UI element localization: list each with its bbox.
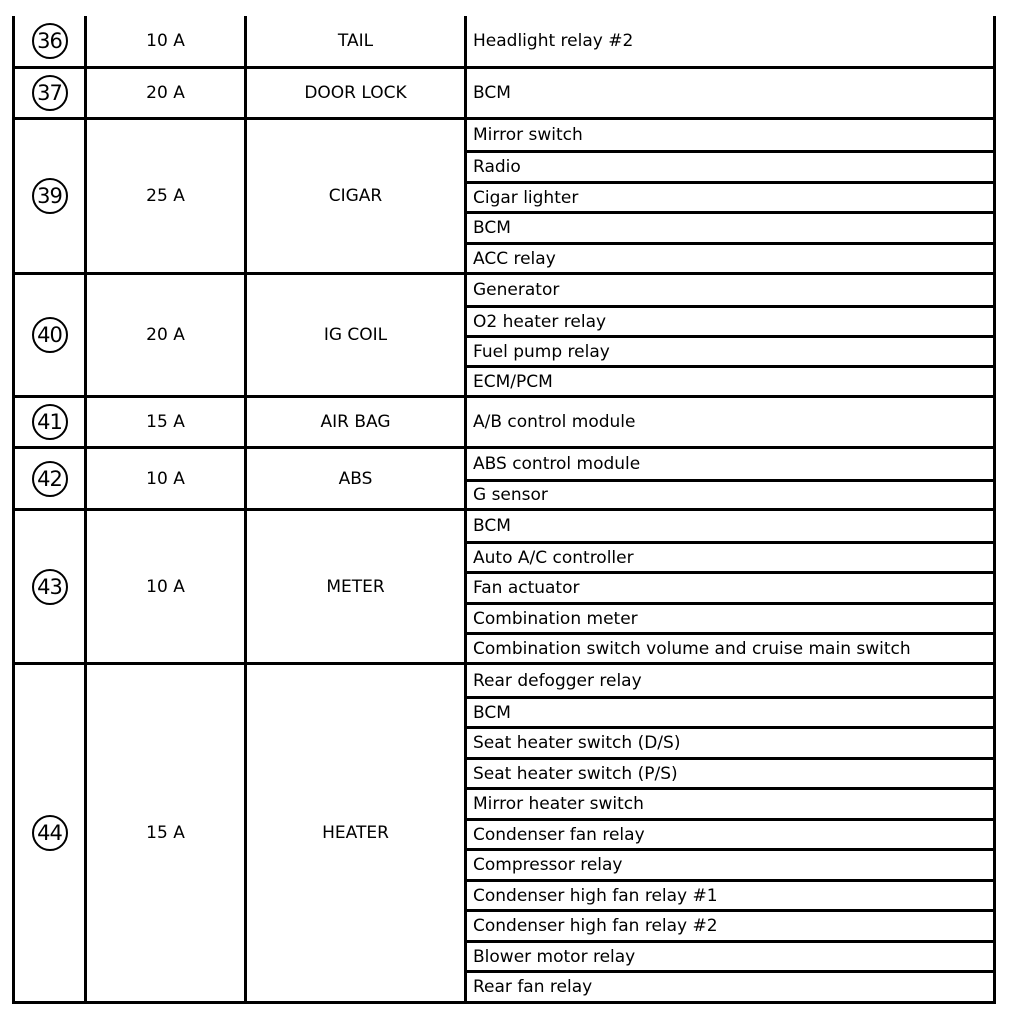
consumer-item: Mirror switch — [473, 125, 583, 145]
consumer-item: G sensor — [467, 479, 993, 508]
consumer-item: Condenser high fan relay #1 — [467, 879, 993, 909]
fuse-name: TAIL — [247, 16, 467, 66]
fuse-name: AIR BAG — [247, 398, 467, 446]
consumer-item: Condenser fan relay — [467, 818, 993, 848]
consumer-item: Combination switch volume and cruise main switch — [467, 632, 993, 662]
fuse-name: METER — [247, 511, 467, 662]
fuse-name: CIGAR — [247, 120, 467, 272]
fuse-group — [12, 275, 996, 398]
consumer-item: Mirror heater switch — [467, 787, 993, 818]
consumer-item: Radio — [467, 150, 993, 181]
fuse-group — [12, 16, 996, 69]
fuse-group — [12, 69, 996, 120]
consumer-item: Condenser high fan relay #2 — [467, 909, 993, 940]
consumer-item: Blower motor relay — [467, 940, 993, 970]
consumer-item: BCM — [473, 83, 511, 103]
consumer-item: Generator — [473, 280, 560, 300]
consumer-item: BCM — [473, 516, 511, 536]
fuse-name: DOOR LOCK — [247, 69, 467, 117]
consumer-item: Headlight relay #2 — [473, 31, 634, 51]
consumer-list — [467, 398, 993, 446]
fuse-number-cell — [15, 665, 87, 1001]
fuse-number-cell — [15, 275, 87, 395]
consumer-item: ECM/PCM — [467, 365, 993, 395]
consumer-list — [467, 120, 993, 272]
fuse-rating: 25 A — [87, 120, 247, 272]
consumer-item: Compressor relay — [467, 848, 993, 879]
consumer-list — [467, 449, 993, 508]
consumer-item: O2 heater relay — [467, 305, 993, 335]
consumer-list — [467, 665, 993, 1001]
fuse-rating: 20 A — [87, 69, 247, 117]
fuse-group — [12, 398, 996, 449]
fuse-number: 44 — [32, 815, 68, 851]
fuse-number: 42 — [32, 461, 68, 497]
consumer-item: Auto A/C controller — [467, 541, 993, 571]
fuse-number: 39 — [32, 178, 68, 214]
fuse-rating: 20 A — [87, 275, 247, 395]
consumer-item: A/B control module — [473, 412, 636, 432]
fuse-rating: 10 A — [87, 16, 247, 66]
fuse-number-cell — [15, 449, 87, 508]
consumer-item: Rear fan relay — [467, 970, 993, 1001]
fuse-rating: 10 A — [87, 449, 247, 508]
consumer-item: BCM — [467, 696, 993, 726]
fuse-rating: 15 A — [87, 398, 247, 446]
fuse-number-cell — [15, 398, 87, 446]
fuse-name: IG COIL — [247, 275, 467, 395]
fuse-group — [12, 665, 996, 1004]
consumer-item: Cigar lighter — [467, 181, 993, 211]
fuse-name: HEATER — [247, 665, 467, 1001]
consumer-list — [467, 275, 993, 395]
consumer-item: ABS control module — [473, 454, 641, 474]
fuse-number-cell — [15, 120, 87, 272]
fuse-number-cell — [15, 16, 87, 66]
consumer-list — [467, 511, 993, 662]
consumer-list — [467, 69, 993, 117]
fuse-number-cell — [15, 69, 87, 117]
fuse-number-cell — [15, 511, 87, 662]
fuse-group — [12, 511, 996, 665]
consumer-item: BCM — [467, 211, 993, 242]
fuse-number: 36 — [32, 23, 68, 59]
consumer-item: Seat heater switch (D/S) — [467, 726, 993, 757]
fuse-number: 41 — [32, 404, 68, 440]
consumer-item: Seat heater switch (P/S) — [467, 757, 993, 787]
fuse-rating: 10 A — [87, 511, 247, 662]
fuse-number: 40 — [32, 317, 68, 353]
consumer-item: ACC relay — [467, 242, 993, 272]
fuse-name: ABS — [247, 449, 467, 508]
consumer-item: Fan actuator — [467, 571, 993, 602]
consumer-item: Fuel pump relay — [467, 335, 993, 365]
fuse-number: 37 — [32, 75, 68, 111]
consumer-item: Combination meter — [467, 602, 993, 632]
consumer-item: Rear defogger relay — [473, 670, 642, 691]
fuse-rating: 15 A — [87, 665, 247, 1001]
fuse-group — [12, 120, 996, 275]
fuse-group — [12, 449, 996, 511]
consumer-list — [467, 16, 993, 66]
fuse-number: 43 — [32, 569, 68, 605]
